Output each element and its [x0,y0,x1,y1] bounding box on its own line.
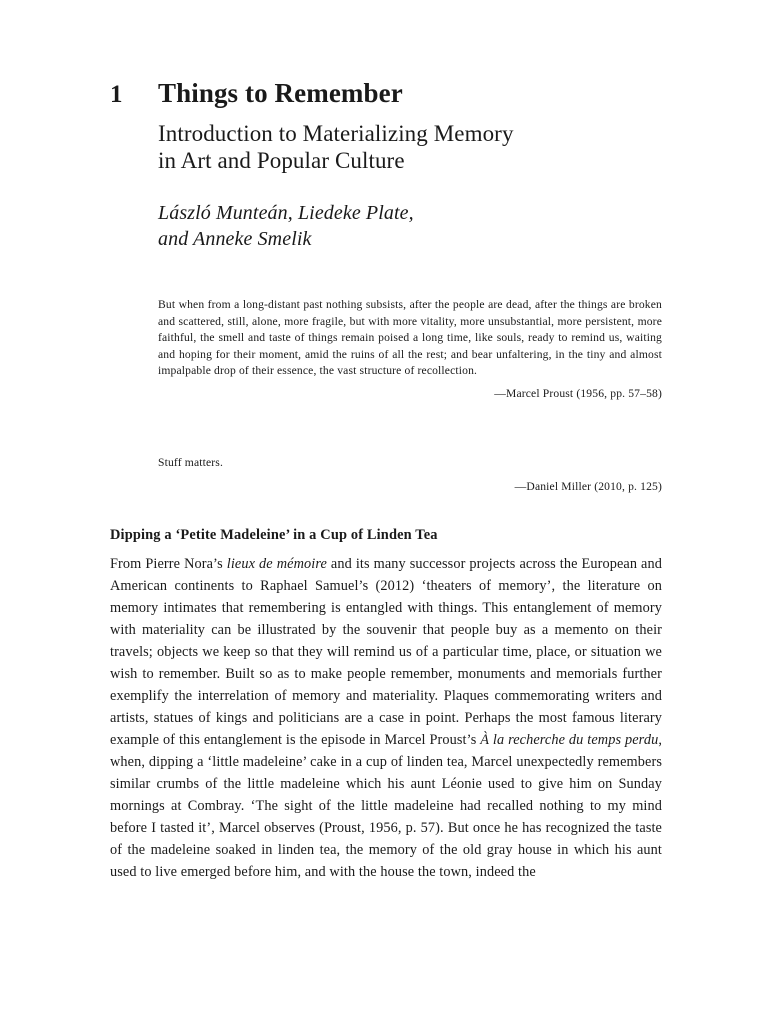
chapter-number: 1 [110,81,123,108]
chapter-title: Things to Remember [158,78,403,108]
epigraph-miller [158,455,662,495]
section-heading: Dipping a ‘Petite Madeleine’ in a Cup of Linden Tea [110,527,438,543]
body-text-part-2: and its many successor projects across the European and American continents to Raphael Samuel’s (2012) ‘theaters of memory’, the literature on memory intimates that remembering is entangled with things. This entanglement of memory with materiality can be illustrated by the souvenir that people buy as a memento on their travels; objects we keep so that they will remind us of a particular time, place, or situation we wish to remember. Built so as to make people remember, monuments and memorials further exemplify the interrelation of memory and materiality. Plaques commemorating writers and artists, statues of kings and politicians are a case in point. Perhaps the most famous literary example of this entanglement is the episode in Marcel Proust’s [110,556,663,748]
author-block [158,200,668,252]
epigraph-quote: Stuff matters. [158,456,223,469]
chapter-subtitle [158,120,668,174]
author-line-1: László Munteán, Liedeke Plate, [158,202,414,224]
chapter-subtitle-line-1: Introduction to Materializing Memory [158,121,514,146]
body-text-part-3: , when, dipping a ‘little madeleine’ cake in a cup of linden tea, Marcel unexpectedly remembers similar crumbs of the little madeleine which his aunt Léonie used to give him on Sunday mornings at Combray. ‘The sight of the little madeleine had recalled nothing to my mind before I tasted it’, Marcel observes (Proust, 1956, p. 57). But once he has recognized the taste of the madeleine soaked in linden tea, the memory of the old gray house in which his aunt used to live emerged before him, and with the house the town, indeed the [110,732,662,880]
body-paragraph-text [110,553,662,883]
epigraph-proust [158,297,662,403]
chapter-subtitle-line-2: in Art and Popular Culture [158,148,405,173]
epigraph-attribution: —Marcel Proust (1956, pp. 57–58) [494,386,662,400]
body-paragraph [110,553,662,883]
epigraph-quote: But when from a long-distant past nothing subsists, after the people are dead, after the things are broken and scattered, still, alone, more fragile, but with more vitality, more unsubstantial, more persistent, more faithful, the smell and taste of things remain poised a long time, like souls, ready to remind us, waiting and hoping for their moment, amid the ruins of all the rest; and bear unfaltering, in the tiny and almost impalpable drop of their essence, the vast structure of recollection. [158,298,662,378]
body-italic-recherche-temps-perdu: À la recherche du temps perdu [480,732,659,748]
chapter-title-row [110,80,662,107]
author-line-2: and Anneke Smelik [158,228,312,250]
epigraph-attribution: —Daniel Miller (2010, p. 125) [514,479,662,493]
body-text-part-1: From Pierre Nora’s [110,556,227,572]
body-italic-lieux-de-memoire: lieux de mémoire [226,556,327,572]
